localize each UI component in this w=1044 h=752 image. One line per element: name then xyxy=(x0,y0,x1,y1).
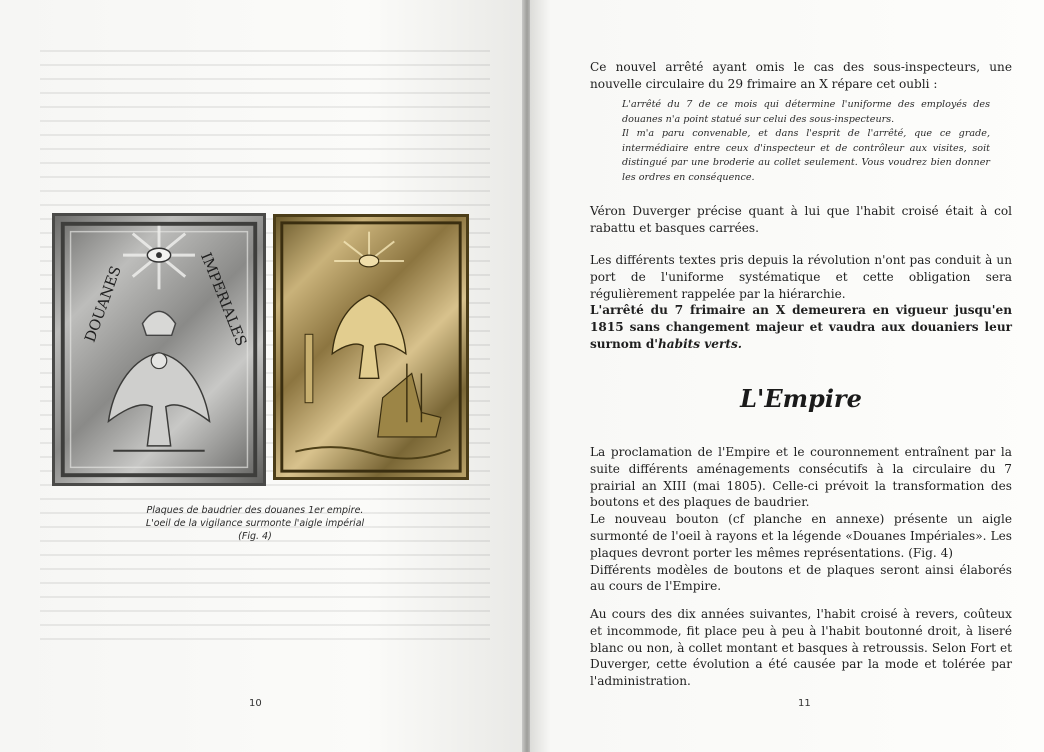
bouton-text: Le nouveau bouton (cf planche en annexe) présente un aigle surmonté de l'oeil à rayons et la légende «Douanes Impériales». Les plaques devront porter les mêmes représentations. (Fig. 4) xyxy=(590,512,1012,560)
textes-text: Les différents textes pris depuis la révolution n'ont pas conduit à un port de l'uniforme systématique et cette obligation sera régulièrement rappelée par la hiérarchie. xyxy=(590,253,1012,301)
quote-paragraph-1: L'arrêté du 7 de ce mois qui détermine l'uniforme des employés des douanes n'a point statué sur celui des sous-inspecteurs. xyxy=(622,99,990,125)
quotation-block xyxy=(622,98,990,186)
bold-statement xyxy=(590,302,1012,352)
right-page xyxy=(530,0,1044,752)
page-number-right: 11 xyxy=(798,698,811,709)
figure-caption xyxy=(120,504,390,543)
silver-plate-image xyxy=(52,213,266,486)
intro-text: Ce nouvel arrêté ayant omis le cas des sous-inspecteurs, une nouvelle circulaire du 29 frimaire an X répare cet oubli : xyxy=(590,60,1012,91)
bold-italic-text: habits verts. xyxy=(658,336,742,351)
gilded-plate-drawing xyxy=(276,217,466,477)
silver-plate-drawing xyxy=(55,216,263,483)
bold-statement-text: L'arrêté du 7 frimaire an X demeurera en vigueur jusqu'en 1815 sans changement majeur et vaudra aux douaniers leur surnom d' xyxy=(590,303,1012,351)
empire-paragraph xyxy=(590,444,1012,595)
plate-inscription-right: IMPERIALES xyxy=(197,250,250,349)
dix-annees-text: Au cours des dix années suivantes, l'habit croisé à revers, coûteux et incommode, fit place peu à peu à l'habit boutonné droit, à liseré blanc ou non, à collet montant et basques à retroussis. Selon Fort et Duverger, cette évolution a été causée par la mode et tolérée par l'administration. xyxy=(590,607,1012,689)
page-number-left: 10 xyxy=(249,698,262,709)
caption-line-3: (Fig. 4) xyxy=(238,531,272,542)
textes-paragraph xyxy=(590,252,1012,353)
caption-line-1: Plaques de baudrier des douanes 1er empire. xyxy=(146,505,364,516)
veron-text: Véron Duverger précise quant à lui que l'habit croisé était à col rabattu et basques carrées. xyxy=(590,204,1012,235)
gilded-plate-image xyxy=(273,214,469,480)
plate-inscription-left: DOUANES xyxy=(81,263,125,345)
caption-line-2: L'oeil de la vigilance surmonte l'aigle impérial xyxy=(145,518,365,529)
intro-paragraph xyxy=(590,59,1012,93)
veron-paragraph xyxy=(590,203,1012,237)
quote-paragraph-2: Il m'a paru convenable, et dans l'esprit de l'arrêté, que ce grade, intermédiaire entre ceux d'inspecteur et de contrôleur aux visites, soit distingué par une broderie au collet seulement. Vous voudrez bien donner les ordres en conséquence. xyxy=(622,128,990,183)
modeles-text: Différents modèles de boutons et de plaques seront ainsi élaborés au cours de l'Empire. xyxy=(590,562,1012,594)
section-heading: L'Empire xyxy=(740,384,862,413)
proclamation-text: La proclamation de l'Empire et le couronnement entraînent par la suite différents aménagements consécutifs à la circulaire du 7 prairial an XIII (mai 1805). Celle-ci prévoit la transformation des boutons et des plaques de baudrier. xyxy=(590,445,1012,510)
dix-annees-paragraph xyxy=(590,606,1012,690)
